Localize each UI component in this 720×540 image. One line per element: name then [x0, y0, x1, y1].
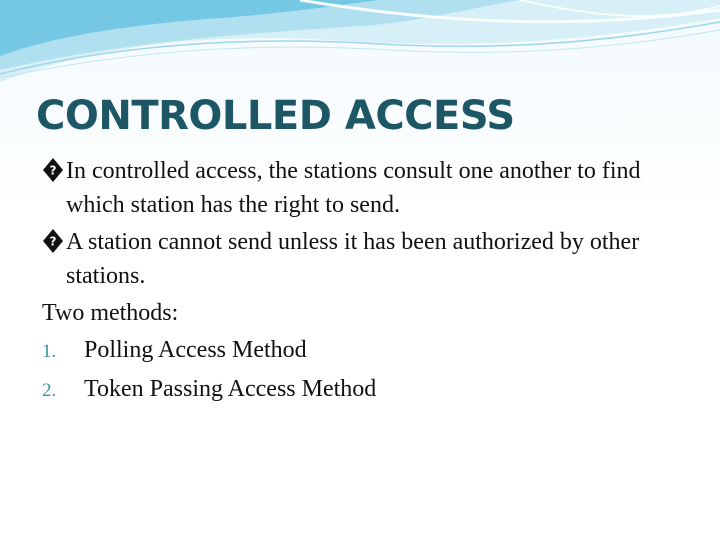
- svg-text:?: ?: [49, 163, 57, 178]
- method-number: 1.: [42, 341, 57, 362]
- slide-body: [42, 154, 692, 411]
- method-item: [42, 372, 692, 408]
- bullet-text: A station cannot send unless it has been authorized by other stations.: [66, 229, 640, 289]
- slide-title: CONTROLLED ACCESS: [36, 93, 515, 139]
- method-item: [42, 333, 692, 369]
- missing-glyph-icon: [42, 228, 64, 254]
- method-number: 2.: [42, 380, 57, 401]
- method-text: Polling Access Method: [84, 337, 307, 363]
- missing-glyph-icon: [42, 157, 64, 183]
- bullet-text: In controlled access, the stations consult one another to find which station has the right to send.: [66, 158, 641, 218]
- methods-subheading: Two methods:: [42, 300, 179, 326]
- svg-text:?: ?: [49, 234, 57, 249]
- bullet-item: [42, 225, 692, 293]
- bullet-item: [42, 154, 692, 222]
- method-text: Token Passing Access Method: [84, 376, 377, 402]
